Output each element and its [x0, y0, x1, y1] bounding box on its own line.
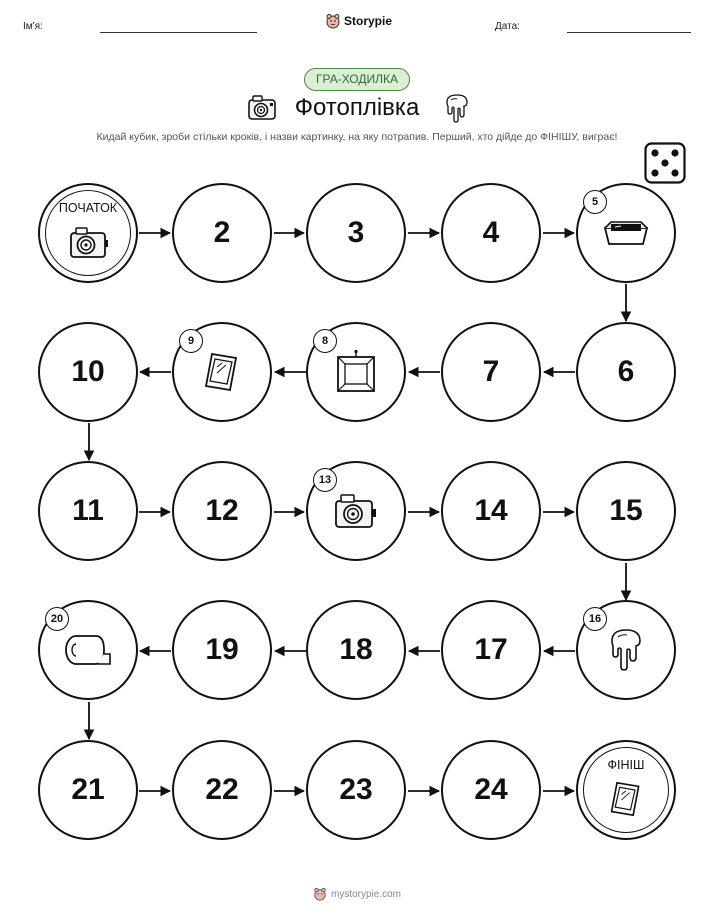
finish-label: ФІНІШ — [607, 758, 645, 772]
board-cell-18[interactable] — [306, 600, 406, 700]
cell-number: 6 — [617, 355, 635, 388]
camera-icon — [332, 490, 380, 532]
cell-number: 24 — [474, 773, 508, 806]
cell-number: 15 — [609, 494, 643, 527]
cell-number: 11 — [72, 494, 104, 527]
board-cell-22[interactable] — [172, 740, 272, 840]
board-cell-3[interactable] — [306, 183, 406, 283]
board-cell-15[interactable] — [576, 461, 676, 561]
board-cell-11[interactable] — [38, 461, 138, 561]
board-cell-12[interactable] — [172, 461, 272, 561]
board-cell-10[interactable] — [38, 322, 138, 422]
board-cell-7[interactable] — [441, 322, 541, 422]
developing-tray-icon — [601, 216, 651, 250]
board-cell-6[interactable] — [576, 322, 676, 422]
date-label: Дата: — [495, 21, 520, 32]
page-title: Фотоплівка — [294, 94, 420, 121]
name-label: Ім'я: — [23, 21, 43, 32]
footer-url[interactable]: mystorypie.com — [330, 888, 401, 900]
board-cell-2[interactable] — [172, 183, 272, 283]
brand-name: Storypie — [344, 14, 393, 28]
cell-number: 18 — [339, 633, 373, 666]
photo-frame-icon — [334, 349, 378, 395]
cell-badge-5: 5 — [583, 190, 607, 214]
board-cell-14[interactable] — [441, 461, 541, 561]
board-cell-start[interactable] — [38, 183, 138, 283]
board-cell-21[interactable] — [38, 740, 138, 840]
board-cell-4[interactable] — [441, 183, 541, 283]
instructions-text: Кидай кубик, зроби стільки кроків, і назви картинку, на яку потрапив. Перший, хто дійде до ФІНІШУ, виграє! — [96, 131, 618, 143]
cell-number: 19 — [205, 633, 239, 666]
cell-number: 3 — [347, 216, 365, 249]
cell-number: 14 — [474, 494, 508, 527]
cell-badge-16: 16 — [583, 607, 607, 631]
cell-badge-9: 9 — [179, 329, 203, 353]
melting-drip-icon — [608, 627, 644, 673]
cell-badge-20: 20 — [45, 607, 69, 631]
game-type-tag: ГРА-ХОДИЛКА — [304, 68, 410, 91]
cell-number: 7 — [482, 355, 500, 388]
footer — [0, 887, 714, 901]
photo-print-icon — [608, 778, 644, 820]
cell-number: 12 — [205, 494, 239, 527]
board-cell-23[interactable] — [306, 740, 406, 840]
board-cell-finish[interactable] — [576, 740, 676, 840]
camera-icon — [68, 223, 110, 263]
board-cell-24[interactable] — [441, 740, 541, 840]
board-cell-17[interactable] — [441, 600, 541, 700]
cell-number: 10 — [71, 355, 105, 388]
cell-badge-13: 13 — [313, 468, 337, 492]
cell-number: 17 — [474, 633, 508, 666]
cell-number: 21 — [71, 773, 105, 806]
cell-number: 2 — [213, 216, 231, 249]
start-label: ПОЧАТОК — [58, 201, 118, 215]
cell-badge-8: 8 — [313, 329, 337, 353]
cell-number: 4 — [482, 216, 500, 249]
board-cell-19[interactable] — [172, 600, 272, 700]
film-roll-icon — [62, 628, 114, 672]
photo-print-icon — [202, 350, 242, 394]
cell-number: 22 — [205, 773, 239, 806]
storypie-mascot-icon — [313, 887, 327, 901]
cell-number: 23 — [339, 773, 373, 806]
